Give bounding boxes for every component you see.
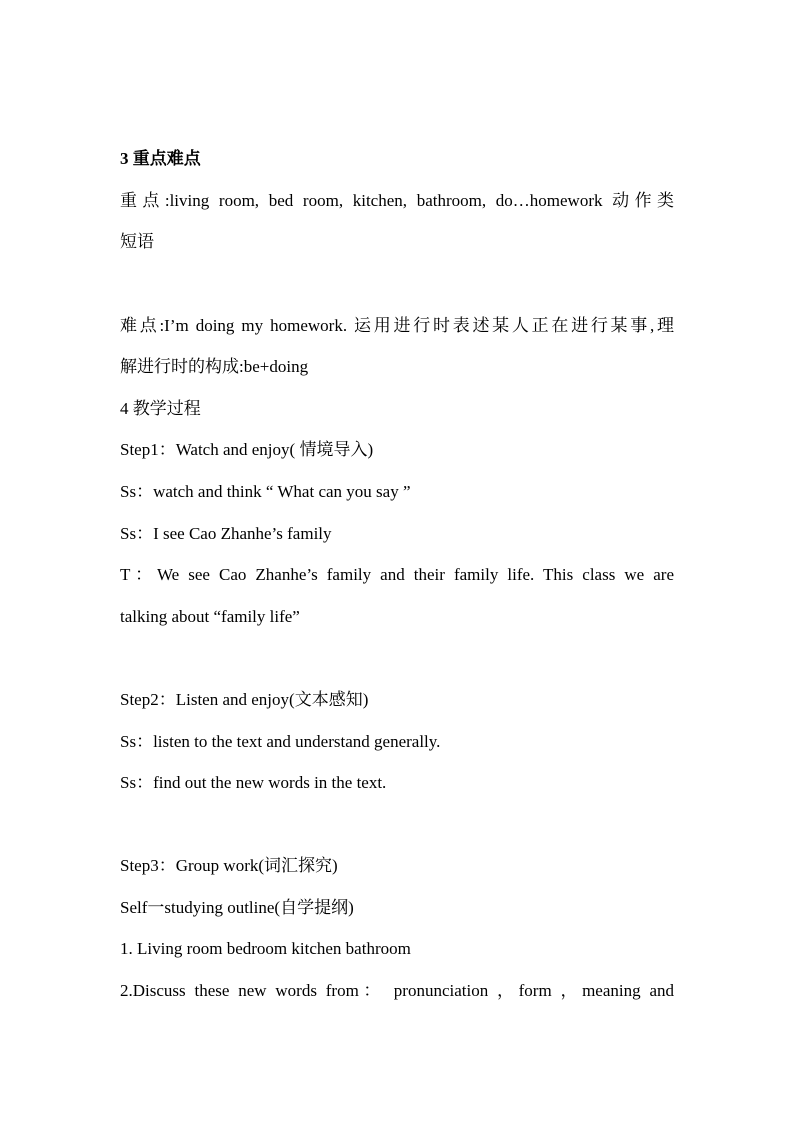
difficult-points-line-continued: 解进行时的构成:be+doing <box>120 357 309 376</box>
step2-students-line-1: Ss：listen to the text and understand generally. <box>120 732 441 751</box>
step1-teacher-line-continued: talking about “family life” <box>120 607 300 626</box>
step2-students-line-2: Ss：find out the new words in the text. <box>120 773 387 792</box>
difficult-points-line: 难点:I’m doing my homework. 运用进行时表述某人正在进行某事,理 <box>120 316 674 335</box>
key-points-line: 重点:living room, bed room, kitchen, bathroom, do…homework 动作类 <box>120 191 674 210</box>
section-heading-key-points: 3 重点难点 <box>120 149 201 168</box>
step1-students-line-2: Ss：I see Cao Zhanhe’s family <box>120 524 332 543</box>
key-points-line-continued: 短语 <box>120 232 154 251</box>
self-study-outline-title: Self一studying outline(自学提纲) <box>120 898 354 917</box>
step1-title: Step1：Watch and enjoy( 情境导入) <box>120 440 374 459</box>
step1-teacher-line: T：We see Cao Zhanhe’s family and their family life. This class we are <box>120 565 674 584</box>
step1-students-line-1: Ss：watch and think “ What can you say ” <box>120 482 411 501</box>
section-heading-teaching-process: 4 教学过程 <box>120 399 201 418</box>
step3-title: Step3：Group work(词汇探究) <box>120 856 338 875</box>
step2-title: Step2：Listen and enjoy(文本感知) <box>120 690 369 709</box>
outline-item-2: 2.Discuss these new words from： pronunciation ，form ，meaning and <box>120 981 674 1000</box>
outline-item-1: 1. Living room bedroom kitchen bathroom <box>120 939 411 958</box>
